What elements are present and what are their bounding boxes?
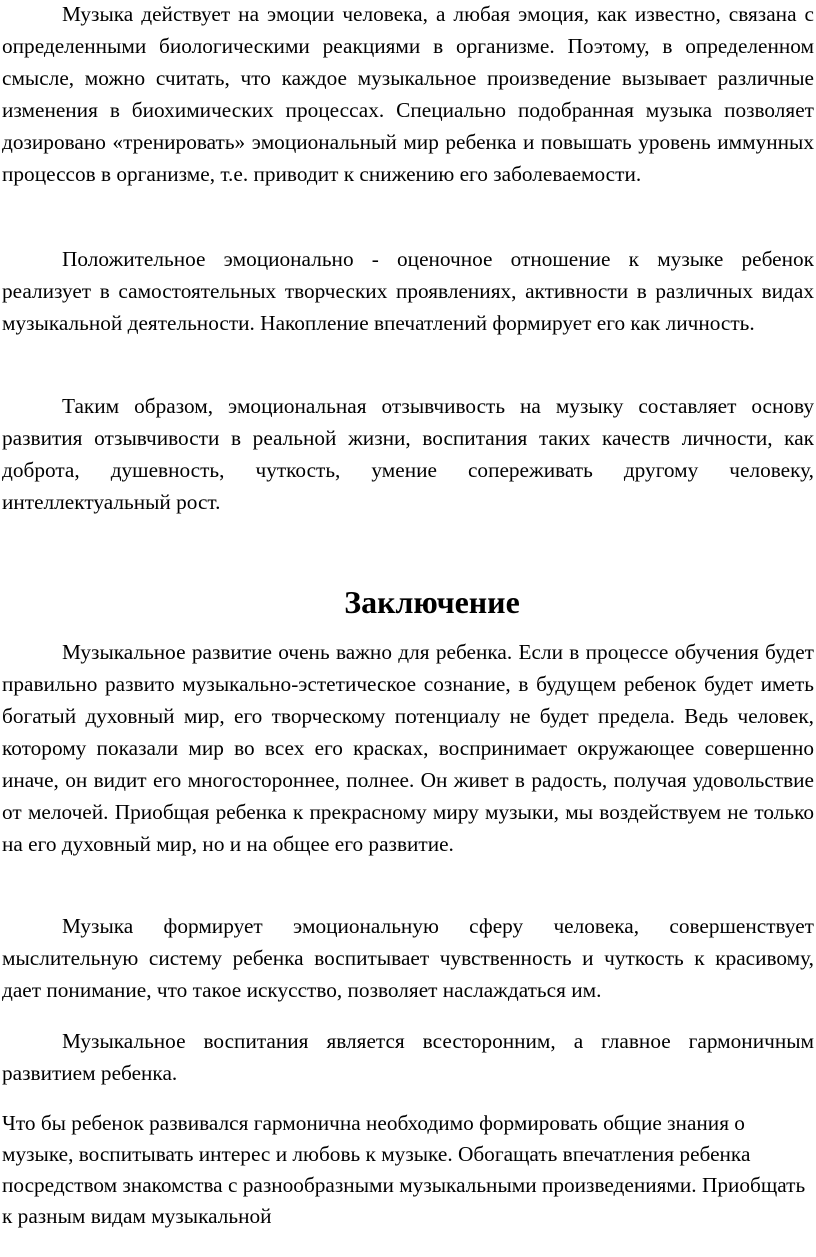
paragraph-emotions-biology: Музыка действует на эмоции человека, а любая эмоция, как известно, связана с определенными биологическими реакциями в организме. Поэтому, в определенном смысле, можно считать, что каждое музыкальное произведение вызывает различные изменения в биохимических процессах. Специально подобранная музыка позволяет дозировано «тренировать» эмоциональный мир ребенка и повышать уровень иммунных процессов в организме, т.е. приводит к снижению его заболеваемости. [2,2,814,186]
paragraph-musical-development: Музыкальное развитие очень важно для ребенка. Если в процессе обучения будет правильно развито музыкально-эстетическое сознание, в будущем ребенок будет иметь богатый духовный мир, его творческому потенциалу не будет предела. Ведь человек, которому показали мир во всех его красках, воспринимает окружающее совершенно иначе, он видит его многостороннее, полнее. Он живет в радость, получая удовольствие от мелочей. Приобщая ребенка к прекрасному миру музыки, мы воздействуем не только на его духовный мир, но и на общее его развитие. [2,640,814,856]
paragraph-emotional-sphere: Музыка формирует эмоциональную сферу человека, совершенствует мыслительную систему ребенка воспитывает чувственность и чуткость к красивому, дает понимание, что такое искусство, позволяет наслаждаться им. [2,914,814,1002]
paragraph-emotional-attitude: Положительное эмоционально - оценочное отношение к музыке ребенок реализует в самостоятельных творческих проявлениях, активности в различных видах музыкальной деятельности. Накопление впечатлений формирует его как личность. [2,247,814,335]
paragraph-responsiveness: Таким образом, эмоциональная отзывчивость на музыку составляет основу развития отзывчивости в реальной жизни, воспитания таких качеств личности, как доброта, душевность, чуткость, умение сопереживать другому человеку, интеллектуальный рост. [2,394,814,514]
section-heading-conclusion: Заключение [344,585,520,620]
paragraph-general-knowledge: Что бы ребенок развивался гармонична необходимо формировать общие знания о музыке, воспитывать интерес и любовь к музыке. Обогащать впечатления ребенка посредством знакомства с разнообразными музыкальными произведениями. Приобщать к разным видам музыкальной [2,1111,806,1228]
paragraph-harmonious-upbringing: Музыкальное воспитания является всесторонним, а главное гармоничным развитием ребенка. [2,1029,814,1085]
